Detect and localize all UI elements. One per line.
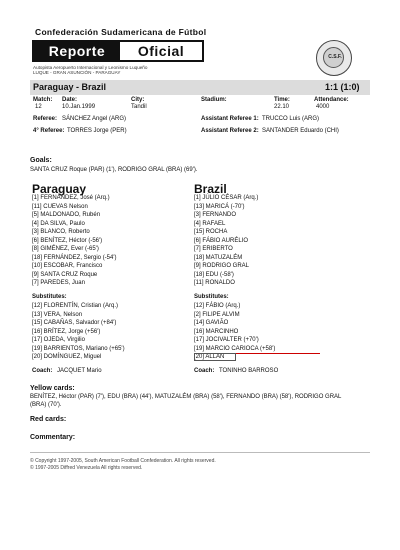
substitute-row: [2] FILIPE ALVIM: [194, 311, 240, 318]
substitute-row: [17] JOCIVALTER (+70'): [194, 337, 259, 343]
player-row: [6] BENÍTEZ, Héctor (-56'): [32, 237, 103, 244]
substitute-row: [12] FLORENTÍN, Cristian (Arq.): [32, 303, 119, 309]
city-label: City:: [131, 97, 145, 103]
match-title: Paraguay - Brazil: [33, 82, 107, 92]
player-row: [13] MARICÁ (-70'): [194, 203, 245, 210]
player-row: [3] FERNANDO: [194, 212, 237, 218]
attendance-value: 4000: [316, 104, 330, 110]
brazil-coach-label: Coach:: [194, 368, 215, 374]
player-row: [5] MALDONADO, Rubén: [32, 212, 101, 218]
substitute-row: [19] BARRIENTOS, Mariano (+65'): [32, 345, 125, 352]
player-row: [18] FERNÁNDEZ, Sergio (-54'): [32, 254, 117, 261]
date-value: 10.Jan.1999: [62, 104, 96, 110]
city-value: Tandil: [131, 104, 147, 110]
team-name-brazil: Brazil: [194, 182, 227, 196]
player-row: [15] ROCHA: [194, 229, 228, 235]
player-row: [9] SANTA CRUZ Roque: [32, 271, 98, 278]
player-row: [1] JÚLIO CÉSAR (Arq.): [194, 195, 259, 201]
assistant-referee-1-value: TRUCCO Luis (ARG): [262, 116, 320, 122]
player-row: [8] GIMÉNEZ, Ever (-65'): [32, 246, 99, 252]
player-row: [11] RONALDO: [194, 280, 235, 286]
match-number-value: 12: [35, 104, 42, 110]
logo-right-text: Oficial: [137, 43, 185, 59]
substitute-row: [16] MARCINHO: [194, 328, 239, 335]
footer-divider: [30, 452, 370, 453]
substitute-row: [19] MARCIO CARIOCA (+58'): [194, 345, 276, 352]
team-name-paraguay: Paraguay: [32, 182, 87, 196]
assistant-referee-2-label: Assistant Referee 2:: [201, 128, 259, 134]
venue-line-1: Autopista Aeropuerto Internacional y Leonismo Luqueño: [33, 65, 148, 70]
paraguay-coach-value: JACQUET Mario: [57, 368, 102, 374]
substitute-row: [15] CABAÑAS, Salvador (+84'): [32, 320, 117, 326]
player-row: [3] BLANCO, Roberto: [32, 229, 90, 235]
match-score: 1:1 (1:0): [325, 82, 360, 92]
substitute-row: [17] OJEDA, Virgilio: [32, 337, 85, 343]
player-row: [18] EDU (-58'): [194, 271, 234, 278]
player-row: [10] ESCOBAR, Francisco: [32, 263, 103, 269]
yellow-cards-line-2: (BRA) (70').: [30, 402, 62, 408]
time-label: Time:: [274, 97, 290, 103]
footer-copyright-1: © Copyright 1997-2005, South American Football Confederation. All rights reserved.: [30, 458, 216, 464]
brazil-substitutes-label: Substitutes:: [194, 294, 229, 300]
player-row: [6] FÁBIO AURÉLIO: [194, 237, 249, 244]
venue-line-2: LUQUE - GRAN ASUNCIÓN - PARAGUAY: [33, 70, 121, 75]
report-logo: [32, 40, 204, 62]
fourth-referee-label: 4° Referee:: [33, 128, 65, 134]
player-row: [1] FERNÁNDEZ, José (Arq.): [32, 195, 110, 201]
paraguay-coach-label: Coach:: [32, 368, 53, 374]
red-cards-label: Red cards:: [30, 416, 67, 423]
logo-left-text: Reporte: [34, 42, 120, 60]
paraguay-substitutes-label: Substitutes:: [32, 294, 67, 300]
fourth-referee-value: TORRES Jorge (PER): [67, 128, 127, 134]
assistant-referee-2-value: SANTANDER Eduardo (CHI): [262, 128, 339, 134]
player-row: [11] CUEVAS Nelson: [32, 203, 88, 210]
substitute-row: [12] FÁBIO (Arq.): [194, 303, 241, 309]
confederation-title: Confederación Sudamericana de Fútbol: [35, 27, 207, 37]
player-row: [18] MATUZALÉM: [194, 254, 243, 261]
player-row: [7] PAREDES, Juan: [32, 280, 85, 286]
substitute-row: [20] DOMÍNGUEZ, Miguel: [32, 354, 102, 360]
yellow-cards-line-1: BENÍTEZ, Héctor (PAR) (7'), EDU (BRA) (44'), MATUZALÉM (BRA) (58'), FERNANDO (BRA) (58'), RODRIGO GRAL: [30, 394, 342, 400]
highlight-box: [194, 353, 236, 361]
yellow-cards-label: Yellow cards:: [30, 385, 75, 392]
brazil-coach-value: TONINHO BARROSO: [219, 368, 279, 374]
player-row: [4] RAFAEL: [194, 220, 226, 227]
seal-label: C.S.F.: [328, 54, 342, 60]
goals-text: SANTA CRUZ Roque (PAR) (1'), RODRIGO GRAL (BRA) (69').: [30, 167, 198, 173]
substitute-row: [13] VERA, Nelson: [32, 311, 83, 318]
date-label: Date:: [62, 97, 78, 103]
substitute-row: [16] BRÍTEZ, Jorge (+56'): [32, 328, 101, 335]
substitute-row: [20] ALLAN: [194, 354, 225, 360]
player-row: [9] RODRIGO GRAL: [194, 263, 250, 269]
referee-label: Referee:: [33, 116, 58, 122]
footer-copyright-2: © 1997-2005 Diffred Venezuela All rights reserved.: [30, 465, 143, 471]
attendance-label: Attendance:: [314, 97, 349, 103]
match-number-label: Match:: [33, 97, 53, 103]
confederation-seal-icon: [316, 40, 352, 76]
commentary-label: Commentary:: [30, 434, 76, 441]
goals-label: Goals:: [30, 157, 52, 164]
referee-value: SÁNCHEZ Angel (ARG): [62, 116, 127, 122]
assistant-referee-1-label: Assistant Referee 1:: [201, 116, 259, 122]
stadium-label: Stadium:: [201, 97, 227, 103]
substitute-row: [14] GAVIÃO: [194, 320, 229, 326]
player-row: [4] DA SILVA, Paulo: [32, 220, 85, 227]
time-value: 22.10: [274, 104, 290, 110]
player-row: [7] ERIBERTO: [194, 246, 233, 252]
